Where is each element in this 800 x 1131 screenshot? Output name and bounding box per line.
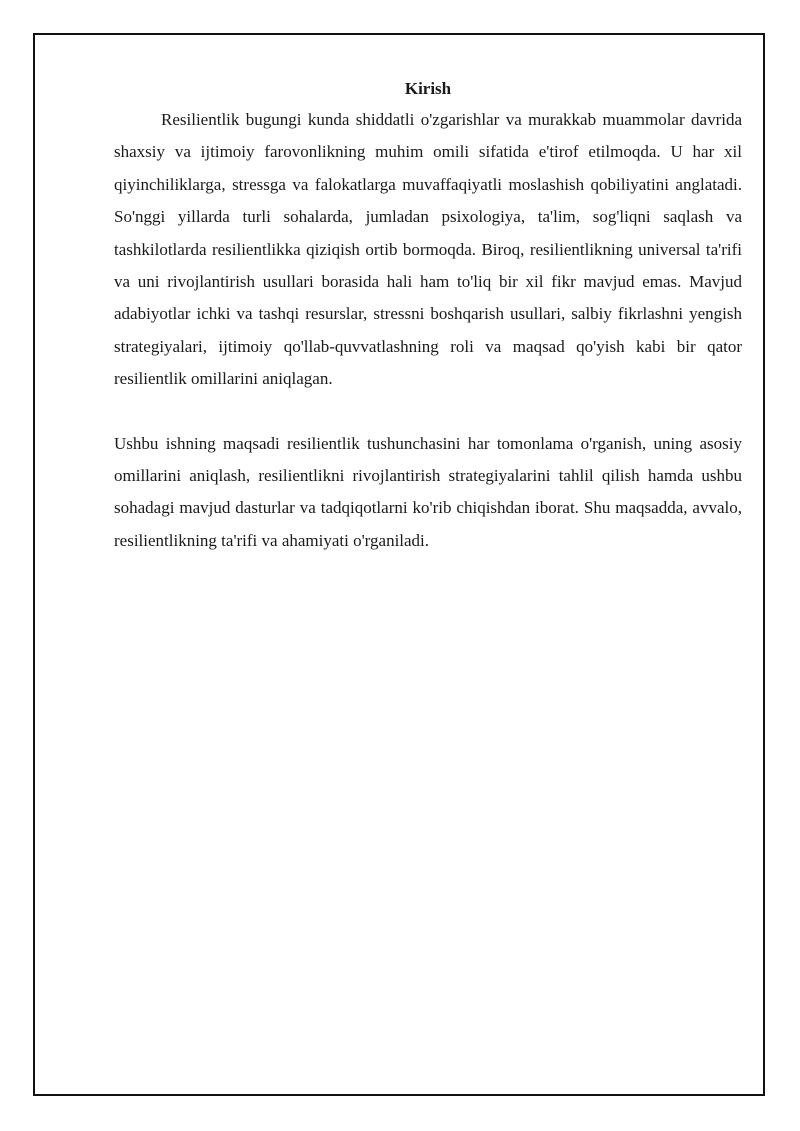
document-body — [114, 76, 742, 557]
document-title: Kirish — [404, 79, 452, 98]
paragraph-purpose: Ushbu ishning maqsadi resilientlik tushunchasini har tomonlama o'rganish, uning asosiy omillarini aniqlash, resilientlikni rivojlantirish strategiyalarini tahlil qilish hamda ushbu sohadagi mavjud dasturlar va tadqiqotlarni ko'rib chiqishdan iborat. Shu maqsadda, avvalo, resilientlikning ta'rifi va ahamiyati o'rganiladi. — [114, 433, 742, 550]
paragraph-intro: Resilientlik bugungi kunda shiddatli o'zgarishlar va murakkab muammolar davrida shaxsiy va ijtimoiy farovonlikning muhim omili sifatida e'tirof etilmoqda. U har xil qiyinchiliklarga, stressga va falokatlarga muvaffaqiyatli moslashish qobiliyatini anglatadi. So'nggi yillarda turli sohalarda, jumladan psixologiya, ta'lim, sog'liqni saqlash va tashkilotlarda resilientlikka qiziqish ortib bormoqda. Biroq, resilientlikning universal ta'rifi va uni rivojlantirish usullari borasida hali ham to'liq bir xil fikr mavjud emas. Mavjud adabiyotlar ichki va tashqi resurslar, stressni boshqarish usullari, salbiy fikrlashni yengish strategiyalari, ijtimoiy qo'llab-quvvatlashning roli va maqsad qo'yish kabi bir qator resilientlik omillarini aniqlagan. — [114, 110, 742, 389]
paragraph-spacer — [114, 396, 742, 428]
